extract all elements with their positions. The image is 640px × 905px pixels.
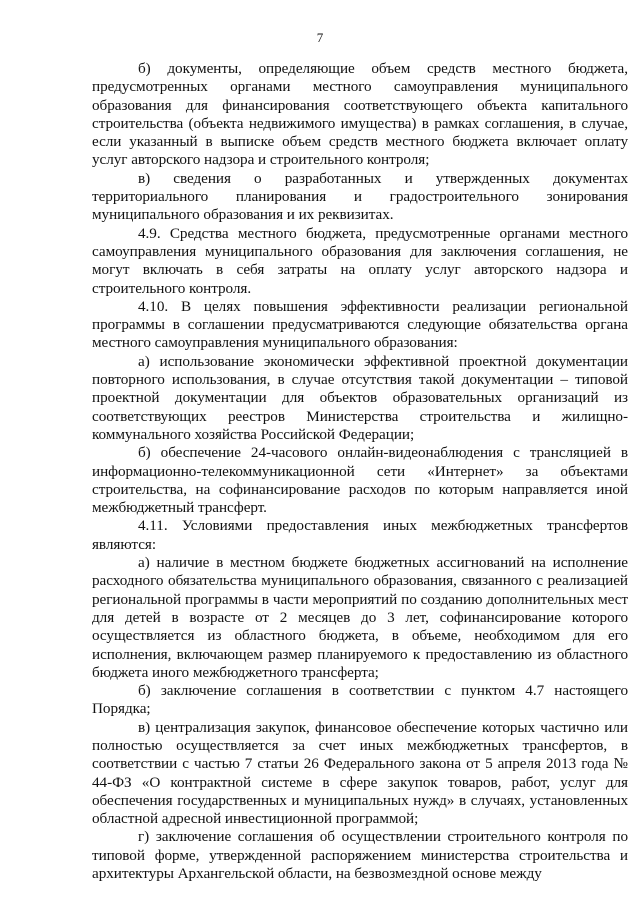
document-body	[92, 60, 628, 883]
paragraph-4-11-b: б) заключение соглашения в соответствии с пунктом 4.7 настоящего Порядка;	[92, 682, 628, 718]
paragraph-4-11-g: г) заключение соглашения об осуществлении строительного контроля по типовой форме, утвержденной распоряжением министерства строительства и архитектуры Архангельской области, на безвозмездной основе между	[92, 828, 628, 883]
paragraph-4-10: 4.10. В целях повышения эффективности реализации региональной программы в соглашении предусматриваются следующие обязательства органа местного самоуправления муниципального образования:	[92, 297, 628, 352]
paragraph-b-documents: б) документы, определяющие объем средств местного бюджета, предусмотренных органами местного самоуправления муниципального образования для финансирования соответствующего объекта капитального строительства (объекта недвижимого имущества) в рамках соглашения, в случае, если указанный в выписке объем средств местного бюджета включает оплату услуг авторского надзора и строительного контроля;	[92, 60, 628, 169]
paragraph-v-planning-info: в) сведения о разработанных и утвержденных документах территориального планирования и градостроительного зонирования муниципального образования и их реквизитах.	[92, 169, 628, 224]
page-number: 7	[316, 30, 324, 45]
paragraph-4-11-v: в) централизация закупок, финансовое обеспечение которых частично или полностью осуществляется за счет иных межбюджетных трансфертов, в соответствии с частью 7 статьи 26 Федерального закона от 5 апреля 2013 года № 44-ФЗ «О контрактной системе в сфере закупок товаров, работ, услуг для обеспечения государственных и муниципальных нужд» в случаях, установленных областной адресной инвестиционной программой;	[92, 718, 628, 828]
paragraph-4-11-a: а) наличие в местном бюджете бюджетных ассигнований на исполнение расходного обязательства муниципального образования, связанного с реализацией региональной программы в части мероприятий по созданию дополнительных мест для детей в возрасте от 2 месяцев до 3 лет, софинансирование которого осуществляется из областного бюджета, в объеме, необходимом для его исполнения, включающем размер планируемого к предоставлению из областного бюджета иного межбюджетного трансферта;	[92, 554, 628, 681]
paragraph-4-10-a: а) использование экономически эффективной проектной документации повторного использования, в случае отсутствия такой документации – типовой проектной документации для объектов образовательных организаций из соответствующих реестров Министерства строительства и жилищно-коммунального хозяйства Российской Федерации;	[92, 352, 628, 443]
paragraph-4-10-b: б) обеспечение 24-часового онлайн-видеонаблюдения с трансляцией в информационно-телекоммуникационной сети «Интернет» за объектами строительства, на софинансирование расходов по которым направляется иной межбюджетный трансферт.	[92, 444, 628, 517]
paragraph-4-9: 4.9. Средства местного бюджета, предусмотренные органами местного самоуправления муниципального образования для заключения соглашения, не могут включать в себя затраты на оплату услуг авторского надзора и строительного контроля.	[92, 224, 628, 297]
paragraph-4-11: 4.11. Условиями предоставления иных межбюджетных трансфертов являются:	[92, 517, 628, 553]
